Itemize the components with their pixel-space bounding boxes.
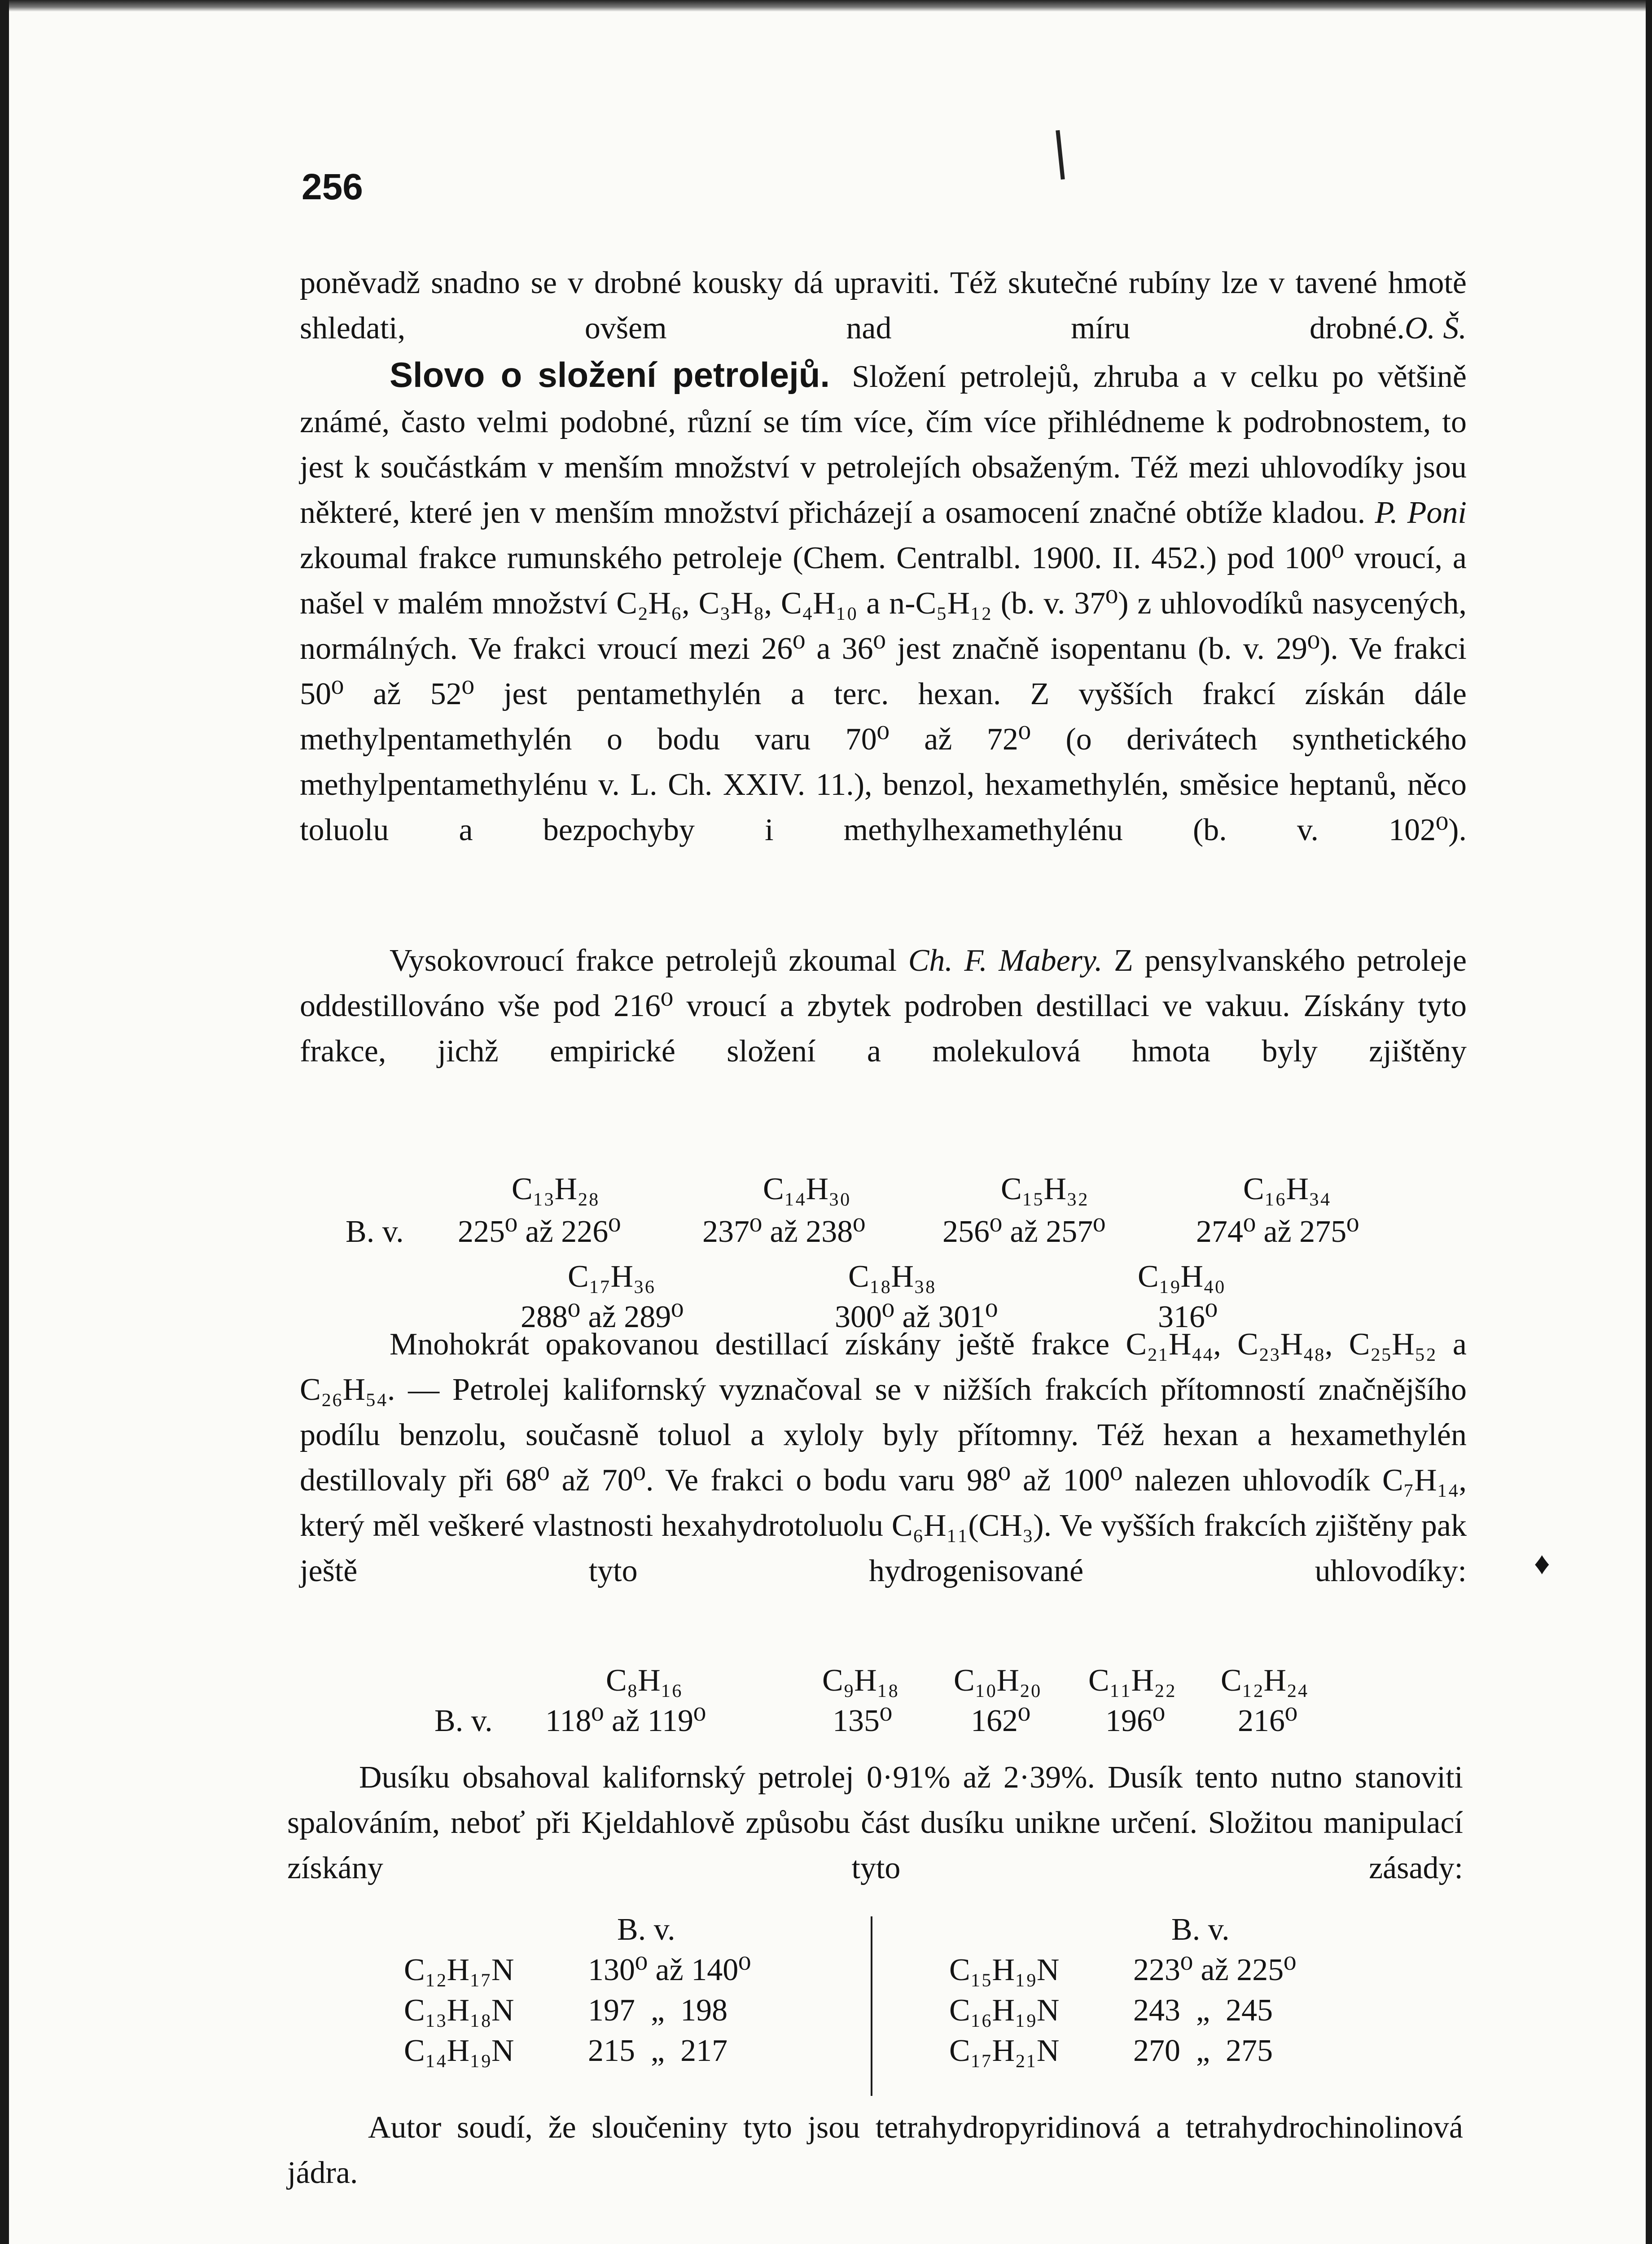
scan-edge-left	[0, 0, 9, 2244]
formula: C₁₂H₂₄	[1221, 1663, 1308, 1698]
boiling-point: 225⁰ až 226⁰	[458, 1214, 621, 1249]
boiling-point: 216⁰	[1238, 1704, 1298, 1738]
boiling-point: 118⁰ až 119⁰	[545, 1704, 706, 1738]
formula: C₁₅H₃₂	[1001, 1172, 1088, 1206]
pencil-mark	[1056, 130, 1065, 180]
paragraph-6	[287, 2105, 1463, 2196]
paragraph-3-text-a: Vysokovroucí frakce petrolejů zkoumal	[390, 943, 897, 978]
formula: C₁₄H₁₉N	[404, 2034, 514, 2068]
boiling-point: 288⁰ až 289⁰	[521, 1300, 684, 1334]
formula: C₁₂H₁₇N	[404, 1953, 514, 1987]
formula: C₁₅H₁₉N	[949, 1953, 1060, 1987]
margin-mark: ♦	[1534, 1547, 1550, 1581]
formula: C₁₁H₂₂	[1088, 1663, 1176, 1698]
paragraph-5-text: Dusíku obsahoval kalifornský petrolej 0·91% až 2·39%. Dusík tento nutno stanoviti spalováním, neboť při Kjeldahlově způsobu část dusíku unikne určení. Složitou manipulací získány tyto zásady:	[287, 1760, 1463, 1885]
scan-edge-right	[1646, 0, 1652, 2244]
paragraph-3	[300, 938, 1467, 1074]
paragraph-2	[300, 352, 1467, 853]
paragraph-2-text-a: Složení petrolejů, zhruba a v celku po většině známé, často velmi podobné, různí se tím více, čím více přihlédneme k podrobnostem, to jest k součástkám v menším množství v petrolejích obsaženým. Též mezi uhlovodíky jsou některé, které jen v menším množství přicházejí a osamocení značné obtíže kladou.	[300, 359, 1467, 530]
table-3-header-right: B. v.	[1171, 1912, 1230, 1947]
boiling-point: 196⁰	[1105, 1704, 1166, 1738]
boiling-point: 300⁰ až 301⁰	[835, 1300, 998, 1334]
formula: C₁₆H₁₉N	[949, 1993, 1060, 2028]
boiling-point: 274⁰ až 275⁰	[1196, 1214, 1359, 1249]
table-3-header-left: B. v.	[617, 1912, 675, 1947]
formula: C₁₄H₃₀	[763, 1172, 850, 1206]
formula: C₈H₁₆	[606, 1663, 683, 1698]
author-mabery: Ch. F. Mabery.	[908, 943, 1103, 978]
formula: C₁₈H₃₈	[848, 1259, 936, 1294]
boiling-point: 237⁰ až 238⁰	[702, 1214, 866, 1249]
boiling-point: 243 „ 245	[1133, 1993, 1273, 2028]
paragraph-4-text: Mnohokrát opakovanou destillací získány ještě frakce C₂₁H₄₄, C₂₃H₄₈, C₂₅H₅₂ a C₂₆H₅₄. — Petrolej kalifornský vyznačoval se v nižších frakcích přítomností značnějšího podílu benzolu, současně toluol a xyloly byly přítomny. Též hexan a hexamethylén destillovaly při 68⁰ až 70⁰. Ve frakci o bodu varu 98⁰ až 100⁰ nalezen uhlovodík C₇H₁₄, který měl veškeré vlastnosti hexahydrotoluolu C₆H₁₁(CH₃). Ve vyšších frakcích zjištěny pak ještě tyto hydrogenisované uhlovodíky:	[300, 1327, 1467, 1588]
table-divider	[871, 1916, 872, 2096]
boiling-point: 256⁰ až 257⁰	[942, 1214, 1106, 1249]
table-1-label: B. v.	[346, 1214, 404, 1249]
boiling-point: 197 „ 198	[588, 1993, 728, 2028]
section-heading: Slovo o složení petrolejů.	[390, 355, 830, 394]
formula: C₁₃H₂₈	[512, 1172, 599, 1206]
paragraph-4	[300, 1322, 1467, 1594]
formula: C₁₆H₃₄	[1243, 1172, 1331, 1206]
boiling-point: 215 „ 217	[588, 2034, 728, 2068]
formula: C₉H₁₈	[822, 1663, 899, 1698]
author-poni: P. Poni	[1375, 495, 1467, 530]
boiling-point: 223⁰ až 225⁰	[1133, 1953, 1297, 1987]
boiling-point: 130⁰ až 140⁰	[588, 1953, 751, 1987]
paragraph-1	[300, 260, 1467, 351]
boiling-point: 316⁰	[1158, 1300, 1218, 1334]
paragraph-3-text-b: Z pensylvanského petroleje oddestillováno vše pod 216⁰ vroucí a zbytek podroben destillaci ve vakuu. Získány tyto frakce, jichž empirické složení a molekulová hmota byly zjištěny	[300, 943, 1467, 1069]
boiling-point: 162⁰	[971, 1704, 1031, 1738]
formula: C₁₇H₂₁N	[949, 2034, 1060, 2068]
scan-edge-top	[0, 0, 1652, 12]
paragraph-2-text-b: zkoumal frakce rumunského petroleje (Chem. Centralbl. 1900. II. 452.) pod 100⁰ vroucí, a našel v malém množství C₂H₆, C₃H₈, C₄H₁₀ a n-C₅H₁₂ (b. v. 37⁰) z uhlovodíků nasycených, normálných. Ve frakci vroucí mezi 26⁰ a 36⁰ jest značně isopentanu (b. v. 29⁰). Ve frakci 50⁰ až 52⁰ jest pentamethylén a terc. hexan. Z vyšších frakcí získán dále methylpentamethylén o bodu varu 70⁰ až 72⁰ (o derivátech synthetického methylpentamethylénu v. L. Ch. XXIV. 11.), benzol, hexamethylén, směsice heptanů, něco toluolu a bezpochyby i methylhexamethylénu (b. v. 102⁰).	[300, 541, 1467, 847]
formula: C₁₃H₁₈N	[404, 1993, 514, 2028]
paragraph-5	[287, 1755, 1463, 1891]
paragraph-6-text: Autor soudí, že sloučeniny tyto jsou tetrahydropyridinová a tetrahydrochinolinová jádra.	[287, 2110, 1463, 2190]
formula: C₁₇H₃₆	[568, 1259, 655, 1294]
signature: O. Š.	[1404, 311, 1467, 346]
table-2-label: B. v.	[434, 1704, 493, 1738]
formula: C₁₀H₂₀	[954, 1663, 1041, 1698]
page-number: 256	[302, 167, 363, 207]
formula: C₁₉H₄₀	[1138, 1259, 1225, 1294]
boiling-point: 135⁰	[833, 1704, 893, 1738]
boiling-point: 270 „ 275	[1133, 2034, 1273, 2068]
paragraph-1-text: poněvadž snadno se v drobné kousky dá upraviti. Též skutečné rubíny lze v tavené hmotě shledati, ovšem nad míru drobné.	[300, 266, 1467, 346]
